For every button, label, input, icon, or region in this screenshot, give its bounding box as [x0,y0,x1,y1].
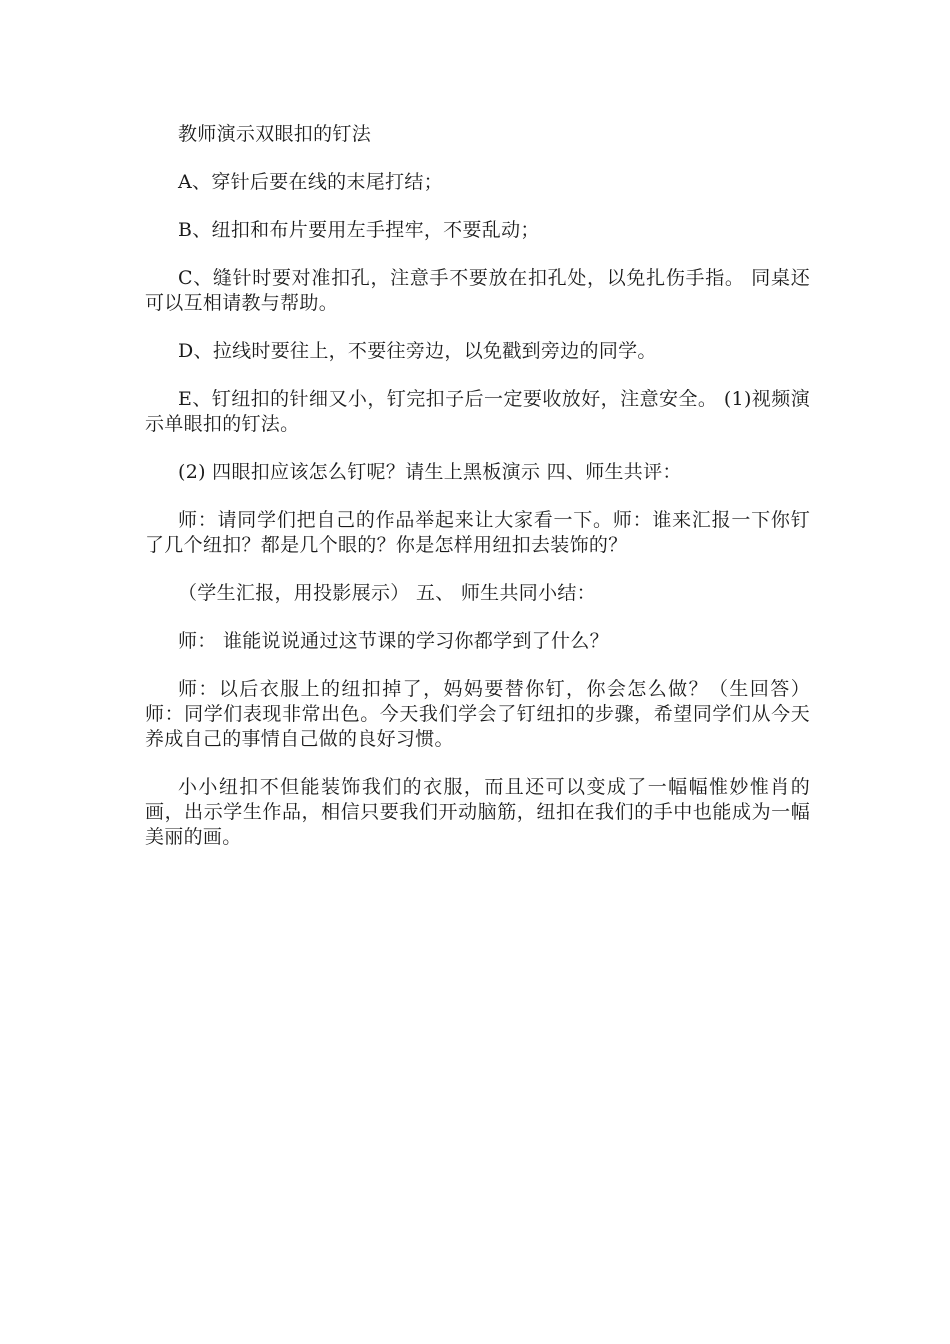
paragraph-step-b: B、纽扣和布片要用左手捏牢，不要乱动； [178,219,540,241]
paragraph-step-d: D、拉线时要往上，不要往旁边，以免戳到旁边的同学。 [178,340,657,362]
paragraph-student-report: （学生汇报，用投影展示） 五、 师生共同小结： [178,582,596,604]
paragraph-teacher-review: 师：请同学们把自己的作品举起来让大家看一下。师：谁来汇报一下你钉了几个纽扣？都是几个眼的？你是怎样用纽扣去装饰的？ [145,509,810,556]
document-body [145,122,810,873]
paragraph-title: 教师演示双眼扣的钉法 [178,123,372,145]
paragraph-teacher-summary: 师：以后衣服上的纽扣掉了，妈妈要替你钉，你会怎么做？（生回答） 师：同学们表现非常出色。今天我们学会了钉纽扣的步骤，希望同学们从今天养成自己的事情自己做的良好习惯。 [145,678,810,750]
paragraph-step-e: E、钉纽扣的针细又小，钉完扣子后一定要收放好，注意安全。 (1)视频演示单眼扣的钉法。 [145,388,810,435]
paragraph-four-hole: (2) 四眼扣应该怎么钉呢？请生上黑板演示 四、师生共评： [178,461,682,483]
paragraph-conclusion: 小小纽扣不但能装饰我们的衣服，而且还可以变成了一幅幅惟妙惟肖的画，出示学生作品，相信只要我们开动脑筋，纽扣在我们的手中也能成为一幅美丽的画。 [145,776,810,848]
paragraph-step-a: A、穿针后要在线的末尾打结； [178,171,443,193]
paragraph-step-c: C、缝针时要对准扣孔，注意手不要放在扣孔处，以免扎伤手指。 同桌还可以互相请教与帮助。 [145,267,810,314]
paragraph-summary-question: 师： 谁能说说通过这节课的学习你都学到了什么？ [178,630,609,652]
